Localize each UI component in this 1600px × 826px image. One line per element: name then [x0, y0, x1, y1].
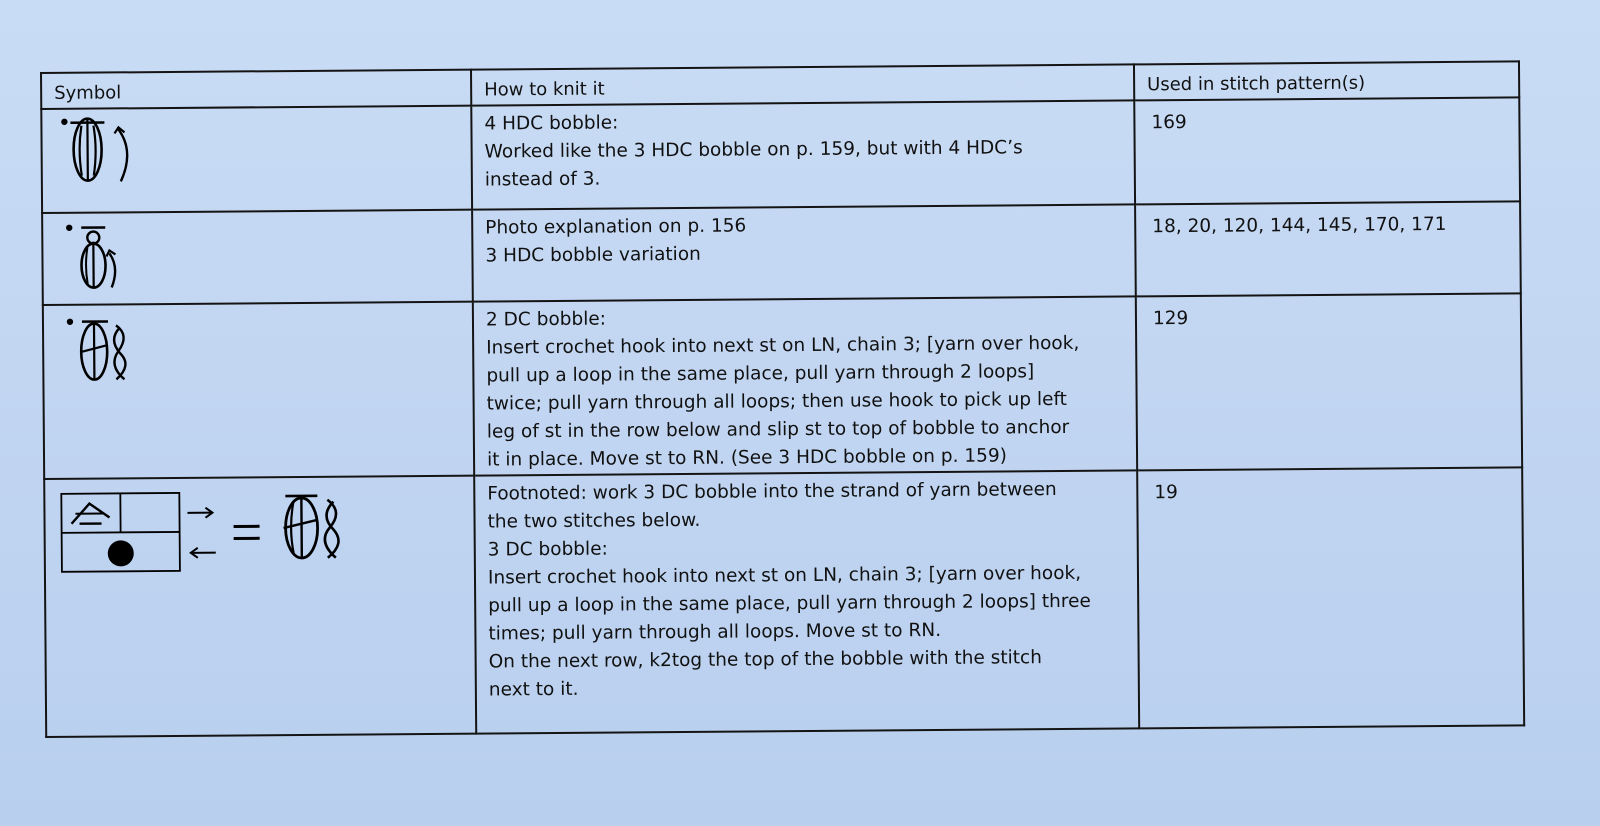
table-row [42, 201, 1521, 305]
how-line: it in place. Move st to RN. (See 3 HDC bobble on p. 159) [486, 445, 1007, 471]
symbol-cell [44, 476, 476, 737]
header-symbol: Symbol [41, 70, 471, 109]
stitch-key-sheet [40, 60, 1523, 734]
how-line: Insert crochet hook into next st on LN, chain 3; [yarn over hook, [487, 562, 1082, 589]
table-row [41, 97, 1520, 213]
how-line: On the next row, k2tog the top of the bobble with the stitch [488, 647, 1042, 673]
symbol-cell [41, 106, 472, 213]
how-cell [471, 100, 1135, 209]
how-line: Insert crochet hook into next st on LN, chain 3; [yarn over hook, [486, 332, 1080, 359]
used-in-cell: 129 [1136, 293, 1522, 470]
how-line: leg of st in the row below and slip st to top of bobble to anchor [486, 416, 1070, 443]
how-line: 3 HDC bobble variation [485, 243, 701, 267]
table-row [43, 293, 1522, 479]
how-line: Footnoted: work 3 DC bobble into the strand of yarn between [487, 479, 1057, 505]
how-line: pull up a loop in the same place, pull yarn through 2 loops] three [488, 590, 1091, 617]
how-cell [473, 296, 1137, 475]
how-line: Worked like the 3 HDC bobble on p. 159, but with 4 HDC’s [484, 137, 1023, 163]
symbol-cell [43, 302, 474, 479]
how-line: 2 DC bobble: [485, 308, 607, 331]
header-used-in-patterns: Used in stitch pattern(s) [1134, 61, 1519, 100]
hdc-bobble-variation-icon [43, 212, 244, 304]
dc-bobble-2-icon [44, 304, 245, 396]
header-how-to-knit: How to knit it [471, 64, 1134, 105]
symbol-cell [42, 210, 473, 305]
how-line: the two stitches below. [487, 509, 701, 533]
used-in-cell: 18, 20, 120, 144, 145, 170, 171 [1135, 201, 1521, 296]
how-line: 4 HDC bobble: [484, 112, 619, 135]
how-cell [474, 470, 1139, 733]
dc-bobble-3-between-icon [45, 477, 376, 580]
hdc-bobble-4-icon [42, 108, 243, 210]
how-line: instead of 3. [484, 168, 601, 191]
used-in-cell: 169 [1134, 97, 1520, 204]
how-line: 3 DC bobble: [487, 538, 608, 561]
stitch-key-table [40, 60, 1525, 738]
how-line: pull up a loop in the same place, pull yarn through 2 loops] [486, 361, 1035, 387]
how-line: twice; pull yarn through all loops; then use hook to pick up left [486, 388, 1067, 415]
how-line: Photo explanation on p. 156 [485, 215, 747, 239]
table-row [44, 467, 1524, 737]
how-line: next to it. [488, 678, 579, 701]
how-cell [472, 204, 1136, 301]
how-line: times; pull yarn through all loops. Move st to RN. [488, 619, 942, 645]
used-in-cell: 19 [1137, 467, 1524, 728]
